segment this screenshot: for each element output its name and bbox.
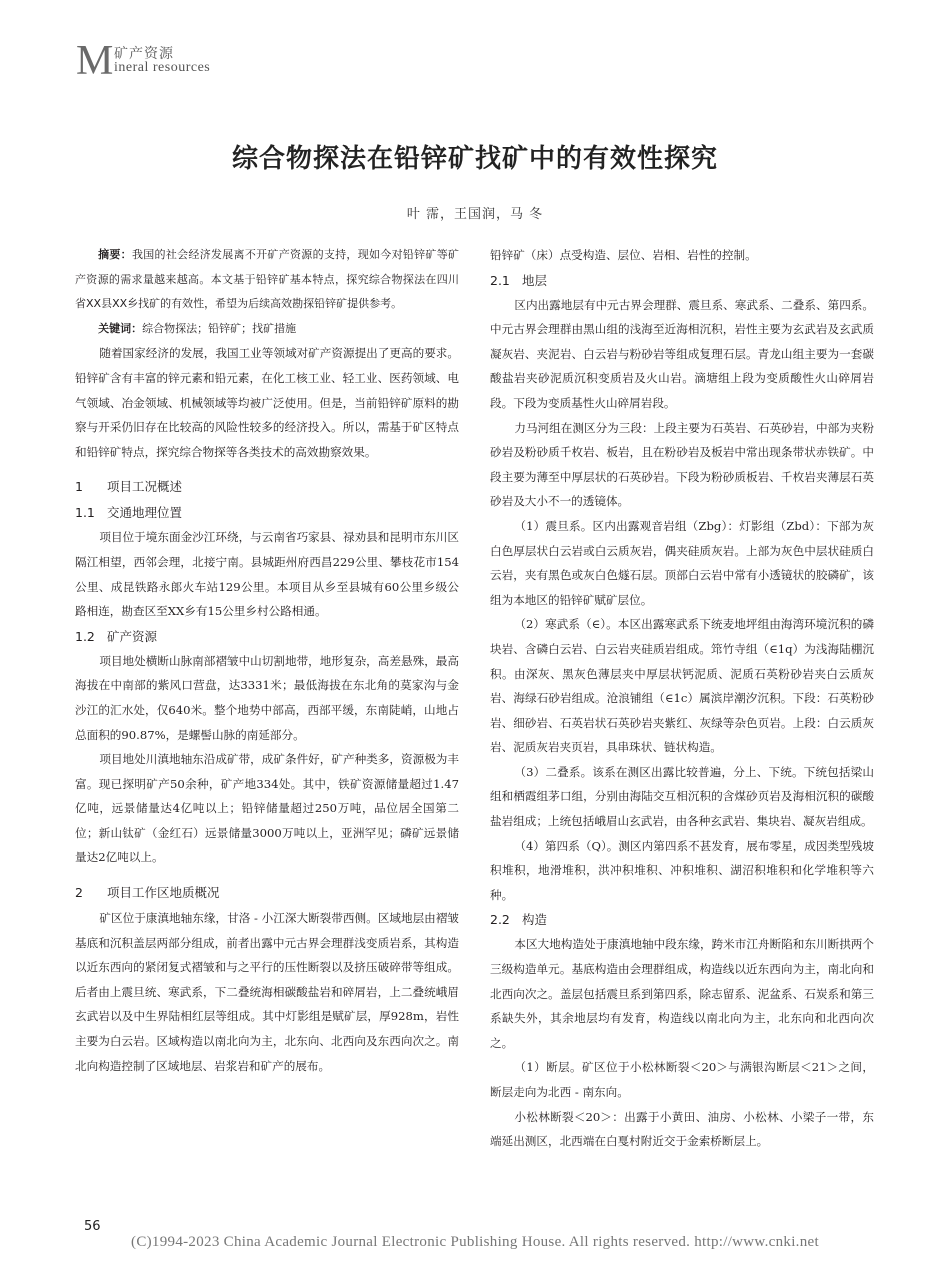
paragraph-2-1a: 区内出露地层有中元古界会理群、震旦系、寒武系、二叠系、第四系。中元古界会理群由黑山组的浅海至近海相沉积，岩性主要为玄武岩及玄武质凝灰岩、夹泥岩、白云岩与粉砂岩等组成复理石层。青龙山组主要为一套碳酸盐岩夹砂泥质沉积变质岩及火山岩。滴塘组上段为变质酸性火山碎屑岩段。下段为变质基性火山碎屑岩段。	[490, 297, 874, 410]
keywords-label: 关键词：	[98, 321, 143, 335]
paragraph-2-2c: 小松林断裂＜20＞：出露于小黄田、油房、小松林、小梁子一带，东端延出测区，北西端在白戛村附近交于金索桥断层上。	[490, 1109, 874, 1149]
paragraph-2-1e: （3）二叠系。该系在测区出露比较普遍，分上、下统。下统包括梁山组和栖霞组茅口组，分别由海陆交互相沉积的含煤砂页岩及海相沉积的碳酸盐岩组成；上统包括峨眉山玄武岩，由各种玄武岩、集块岩、凝灰岩组成。	[490, 764, 874, 829]
article-authors: 叶 霈，王国润，马 冬	[406, 207, 544, 222]
journal-header	[76, 38, 376, 84]
section-heading-2-2: 2.2 构造	[490, 912, 548, 928]
paragraph-2-1b: 力马河组在测区分为三段：上段主要为石英岩、石英砂岩，中部为夹粉砂岩及粉砂质千枚岩、板岩，且在粉砂岩及板岩中常出现条带状赤铁矿。中段主要为薄至中厚层状的石英砂岩。下段为粉砂质板岩、千枚岩夹薄层石英砂岩及大小不一的透镜体。	[490, 420, 874, 509]
journal-logo-m: M	[76, 38, 114, 84]
copyright-footer: (C)1994-2023 China Academic Journal Electronic Publishing House. All rights reserved. http://www.cnki.net	[131, 1234, 819, 1250]
paragraph-1-2b: 项目地处川滇地轴东沿成矿带，成矿条件好，矿产种类多，资源极为丰富。现已探明矿产50余种，矿产地334处。其中，铁矿资源储量超过1.47亿吨，远景储量达4亿吨以上；铅锌储量超过250万吨，品位居全国第二位；新山钛矿（金红石）远景储量3000万吨以上，亚洲罕见；磷矿远景储量达2亿吨以上。	[75, 752, 459, 865]
abstract-label: 摘要：	[98, 248, 132, 261]
left-column	[75, 243, 459, 1078]
paragraph-2-1f: （4）第四系（Q）。测区内第四系不甚发育，展布零星，成因类型残坡积堆积，地滑堆积，洪冲积堆积、冲积堆积、湖沼积堆积和化学堆积等六种。	[490, 838, 874, 902]
paragraph-2-cont: 铅锌矿（床）点受构造、层位、岩相、岩性的控制。	[490, 248, 757, 262]
section-heading-2-1: 2.1 地层	[490, 272, 548, 288]
paragraph-2-1c: （1）震旦系。区内出露观音岩组（Zbg）：灯影组（Zbd）：下部为灰白色厚层状白云岩或白云质灰岩，偶夹硅质灰岩。上部为灰色中层状硅质白云岩，夹有黑色或灰白色燧石层。顶部白云岩中常有小透镜状的胶磷矿，该组为本地区的铅锌矿赋矿层位。	[490, 518, 874, 607]
paragraph-1-1: 项目位于境东面金沙江环绕，与云南省巧家县、禄劝县和昆明市东川区隔江相望，西邻会理，北接宁南。县城距州府西昌229公里、攀枝花市154公里、成昆铁路永郎火车站129公里。本项目从乡至县城有60公里乡级公路相连，勘查区至XX乡有15公里乡村公路相通。	[75, 530, 459, 619]
journal-name-en: ineral resources	[114, 60, 211, 75]
section-heading-1: 1 项目工况概述	[75, 479, 183, 495]
paragraph-2-2a: 本区大地构造处于康滇地轴中段东缘，跨米市江舟断陷和东川断拱两个三级构造单元。基底构造由会理群组成，构造线以近东西向为主，南北向和北西向次之。盖层包括震旦系到第四系，除志留系、泥盆系、石炭系和第三系缺失外，其余地层均有发育，构造线以南北向为主，北东向和北西向次之。	[490, 937, 874, 1050]
page-number: 56	[84, 1219, 101, 1234]
paragraph-2: 矿区位于康滇地轴东缘，甘洛 - 小江深大断裂带西侧。区域地层由褶皱基底和沉积盖层两部分组成，前者出露中元古界会理群浅变质岩系，其构造以近东西向的紧闭复式褶皱和与之平行的压性断裂以及挤压破碎带等组成。后者由上震旦统、寒武系，下二叠统海相碳酸盐岩和碎屑岩，上二叠统峨眉玄武岩以及中生界陆相红层等组成。其中灯影组是赋矿层，厚928m，岩性主要为白云岩。区域构造以南北向为主，北东向、北西向及东西向次之。南北向构造控制了区域地层、岩浆岩和矿产的展布。	[75, 911, 459, 1073]
abstract	[75, 243, 459, 317]
right-column	[490, 243, 874, 1154]
section-heading-2: 2 项目工作区地质概况	[75, 885, 220, 901]
keywords	[75, 317, 459, 342]
journal-name-cn: 矿产资源	[114, 46, 174, 62]
paragraph-1-2a: 项目地处横断山脉南部褶皱中山切割地带，地形复杂，高差悬殊，最高海拔在中南部的紫风口营盘，达3331米；最低海拔在东北角的莫家沟与金沙江的汇水处，仅640米。整个地势中部高，西部平缓，东南陡峭，山地占总面积的90.87%，是螺髻山脉的南延部分。	[75, 653, 459, 742]
paragraph-2-1d: （2）寒武系（∈）。本区出露寒武系下统麦地坪组由海湾环境沉积的磷块岩、含磷白云岩、白云岩夹硅质岩组成。筇竹寺组（∈1q）为浅海陆棚沉积。由深灰、黑灰色薄层夹中厚层状钙泥质、泥质石英粉砂岩夹白云质灰岩、海绿石砂岩组成。沧浪铺组（∈1c）属滨岸潮汐沉积。下段：石英粉砂岩、细砂岩、石英岩状石英砂岩夹紫红、灰绿等杂色页岩。上段：白云质灰岩、泥质灰岩夹页岩，具串珠状、链状构造。	[490, 617, 874, 755]
article-title: 综合物探法在铅锌矿找矿中的有效性探究	[231, 144, 718, 174]
keywords-text: 综合物探法；铅锌矿；找矿措施	[142, 321, 297, 335]
paragraph-2-2b: （1）断层。矿区位于小松林断裂＜20＞与满银沟断层＜21＞之间，断层走向为北西 - 南东向。	[490, 1060, 874, 1099]
abstract-text: 我国的社会经济发展离不开矿产资源的支持，现如今对铅锌矿等矿产资源的需求量越来越高。本文基于铅锌矿基本特点，探究综合物探法在四川省XX县XX乡找矿的有效性，希望为后续高效勘探铅锌矿提供参考。	[75, 248, 460, 311]
section-heading-1-1: 1.1 交通地理位置	[75, 505, 183, 521]
intro-paragraph: 随着国家经济的发展，我国工业等领域对矿产资源提出了更高的要求。铅锌矿含有丰富的锌元素和铅元素，在化工核工业、轻工业、医药领域、电气领域、冶金领域、机械领域等均被广泛使用。但是，当前铅锌矿原料的勘察与开采仍旧存在比较高的风险性较多的经济投入。所以，需基于矿区特点和铅锌矿特点，探究综合物探等各类技术的高效勘察效果。	[75, 346, 459, 459]
section-heading-1-2: 1.2 矿产资源	[75, 628, 158, 644]
